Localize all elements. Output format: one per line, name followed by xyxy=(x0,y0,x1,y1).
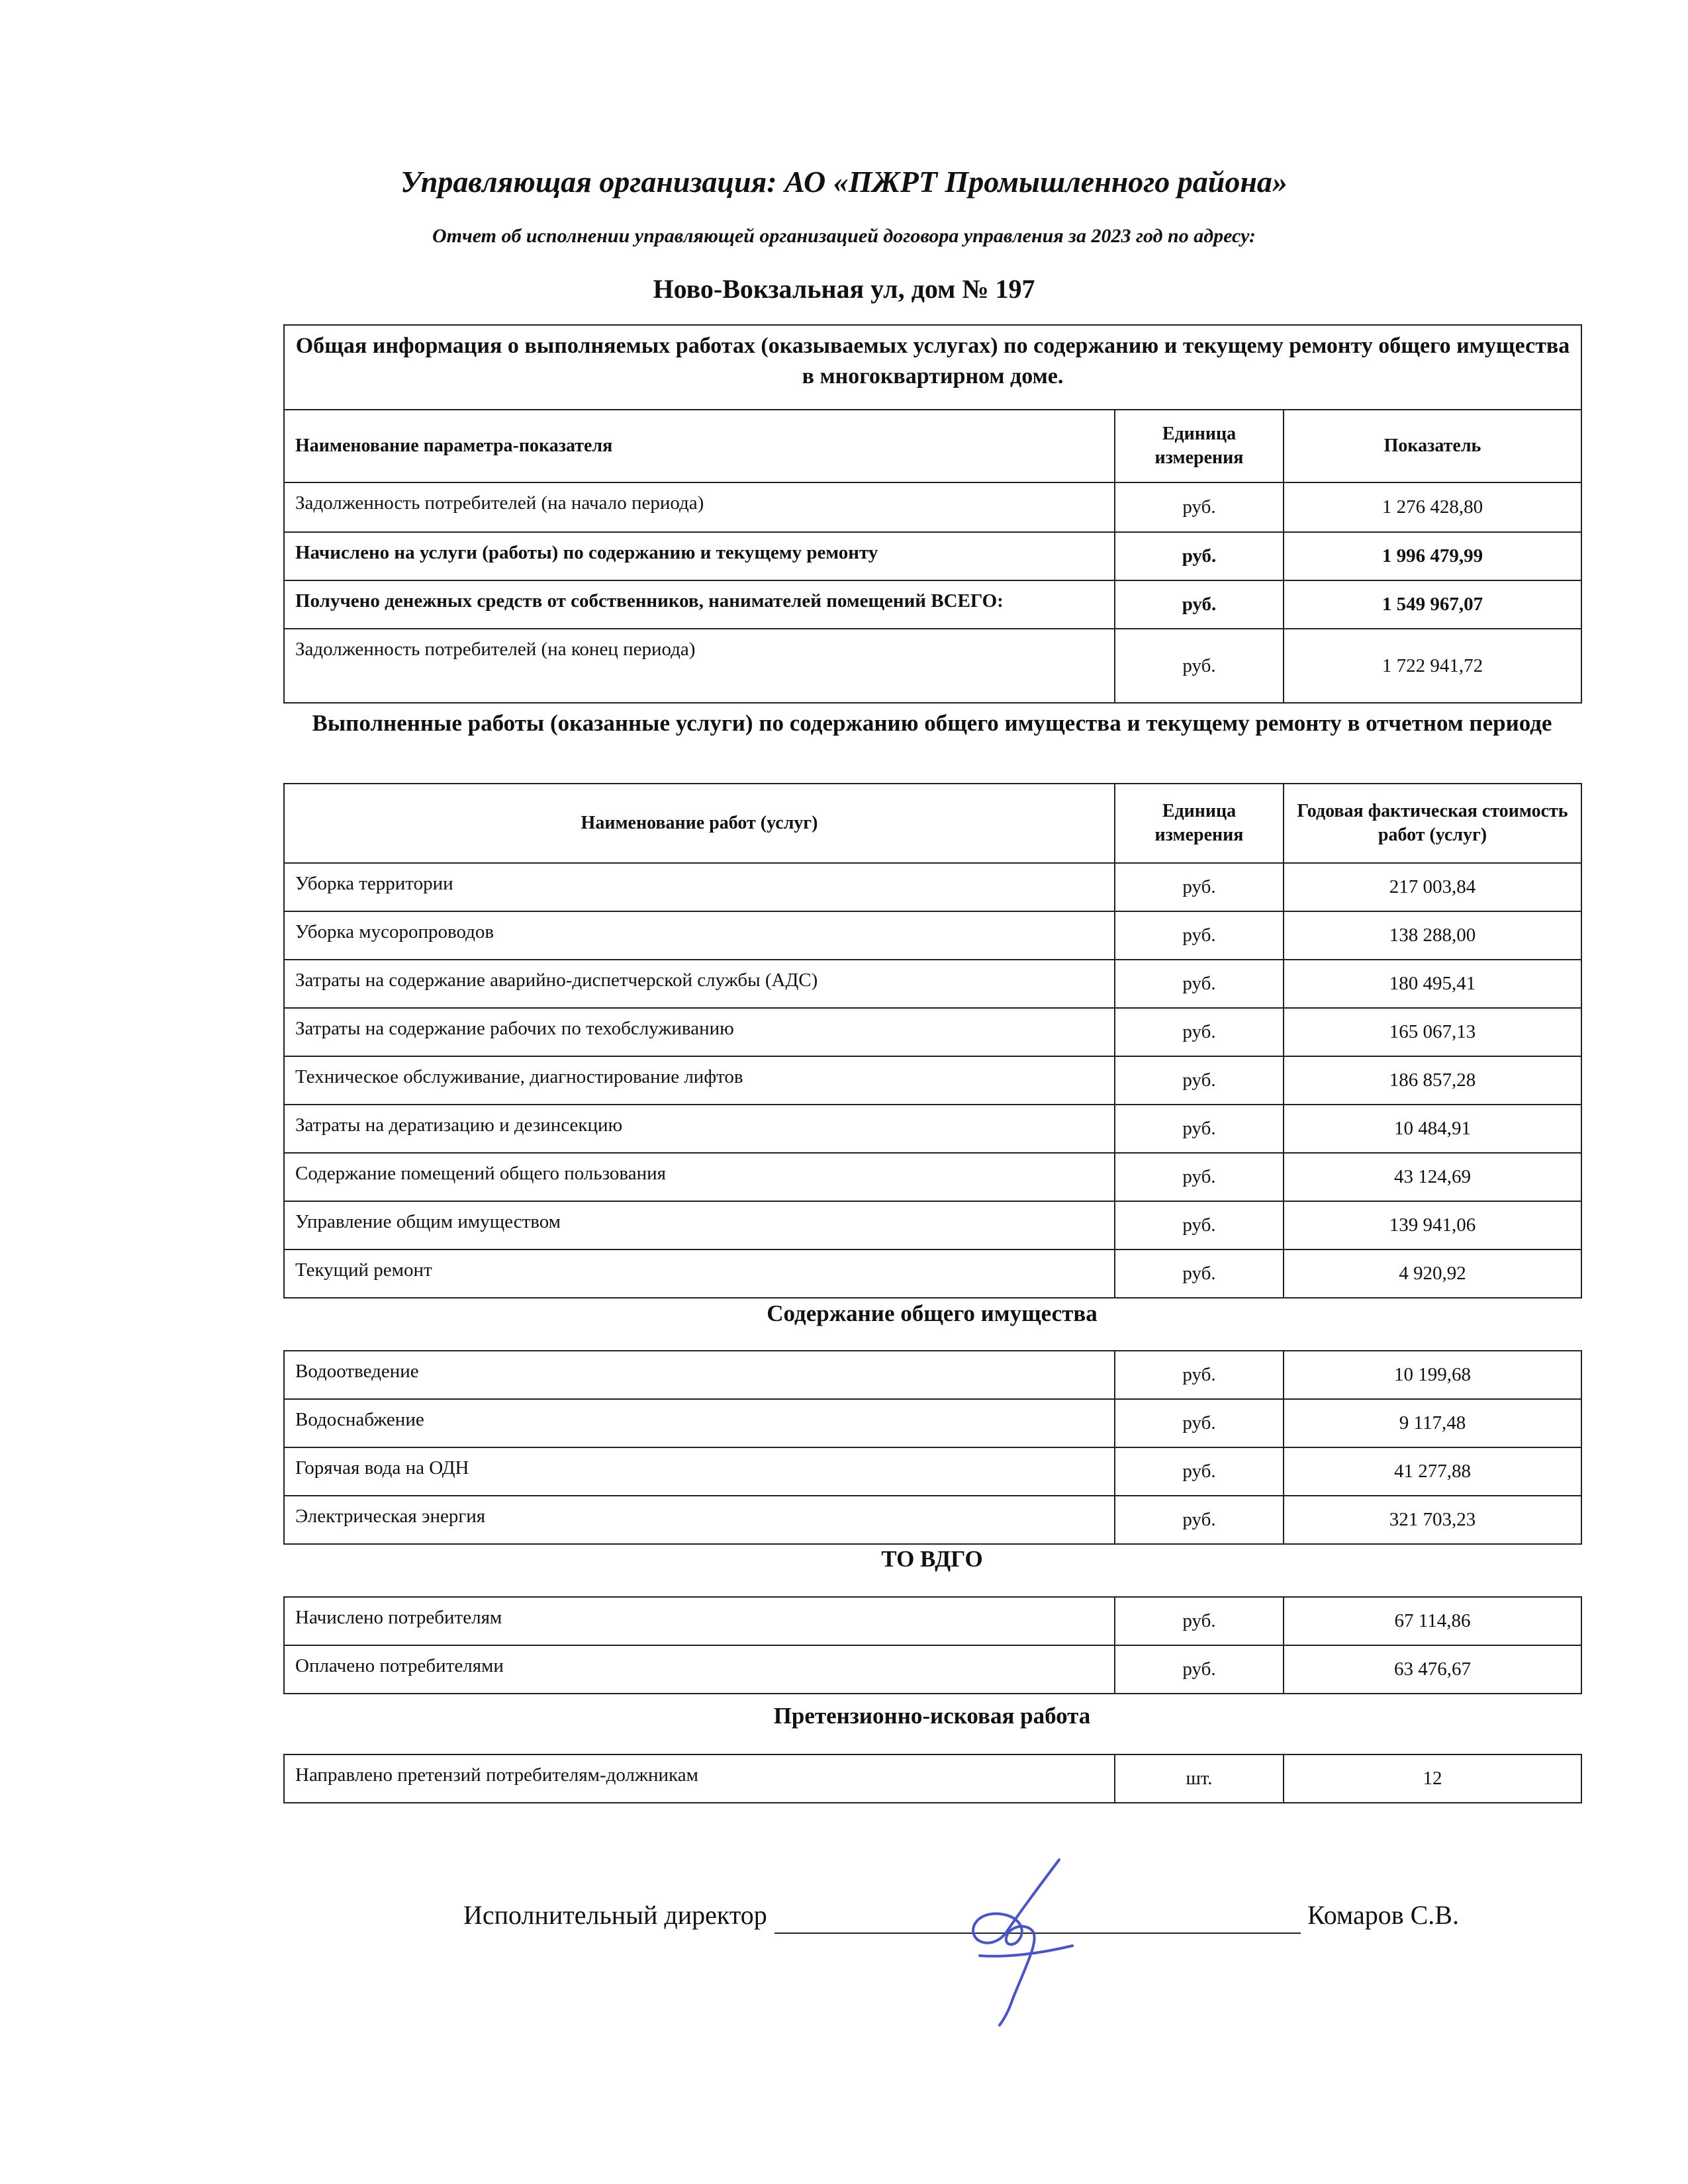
row-unit: руб. xyxy=(1115,629,1284,703)
row-value: 139 941,06 xyxy=(1284,1201,1581,1250)
row-name: Уборка территории xyxy=(284,863,1115,911)
row-unit: руб. xyxy=(1115,1201,1284,1250)
table-row xyxy=(284,960,1581,1008)
works-heading: Выполненные работы (оказанные услуги) по содержанию общего имущества и текущему ремонту в отчетном периоде xyxy=(312,710,1552,736)
table-row xyxy=(284,863,1581,911)
row-name: Задолженность потребителей (на конец периода) xyxy=(284,629,1115,703)
vdgo-heading: ТО ВДГО xyxy=(881,1546,983,1572)
table-row xyxy=(284,1351,1581,1399)
table-row xyxy=(284,911,1581,960)
signatory-position: Исполнительный директор xyxy=(463,1900,767,1930)
row-name: Получено денежных средств от собственников, нанимателей помещений ВСЕГО: xyxy=(284,580,1115,629)
row-unit: шт. xyxy=(1115,1754,1284,1803)
row-unit: руб. xyxy=(1115,580,1284,629)
row-name: Начислено потребителям xyxy=(284,1597,1115,1645)
row-value: 4 920,92 xyxy=(1284,1250,1581,1298)
general-info-heading: Общая информация о выполняемых работах (оказываемых услугах) по содержанию и текущему ремонту общего имущества в многоквартирном доме. xyxy=(284,325,1581,410)
address-title: Ново-Вокзальная ул, дом № 197 xyxy=(653,274,1035,304)
row-value: 1 276 428,80 xyxy=(1284,482,1581,532)
col-header-work-name: Наименование работ (услуг) xyxy=(284,784,1115,863)
table-row xyxy=(284,532,1581,580)
row-value: 180 495,41 xyxy=(1284,960,1581,1008)
col-header-parameter: Наименование параметра-показателя xyxy=(284,410,1115,482)
row-unit: руб. xyxy=(1115,960,1284,1008)
row-name: Электрическая энергия xyxy=(284,1496,1115,1544)
table-row xyxy=(284,1754,1581,1803)
row-unit: руб. xyxy=(1115,1351,1284,1399)
table-row xyxy=(284,1447,1581,1496)
row-unit: руб. xyxy=(1115,1008,1284,1056)
row-name: Направлено претензий потребителям-должникам xyxy=(284,1754,1115,1803)
row-value: 43 124,69 xyxy=(1284,1153,1581,1201)
row-unit: руб. xyxy=(1115,1056,1284,1105)
common-property-heading: Содержание общего имущества xyxy=(767,1300,1098,1326)
row-unit: руб. xyxy=(1115,1496,1284,1544)
table-row xyxy=(284,1597,1581,1645)
row-unit: руб. xyxy=(1115,911,1284,960)
row-value: 67 114,86 xyxy=(1284,1597,1581,1645)
row-value: 1 549 967,07 xyxy=(1284,580,1581,629)
row-name: Уборка мусоропроводов xyxy=(284,911,1115,960)
row-name: Начислено на услуги (работы) по содержанию и текущему ремонту xyxy=(284,532,1115,580)
row-name: Управление общим имуществом xyxy=(284,1201,1115,1250)
row-value: 10 199,68 xyxy=(1284,1351,1581,1399)
col-header-unit: Единица измерения xyxy=(1115,784,1284,863)
row-unit: руб. xyxy=(1115,1250,1284,1298)
table-row xyxy=(284,482,1581,532)
table-row xyxy=(284,580,1581,629)
row-name: Горячая вода на ОДН xyxy=(284,1447,1115,1496)
table-row xyxy=(284,1201,1581,1250)
row-unit: руб. xyxy=(1115,532,1284,580)
table-row xyxy=(284,1056,1581,1105)
table-row xyxy=(284,629,1581,703)
row-unit: руб. xyxy=(1115,1105,1284,1153)
col-header-annual-cost: Годовая фактическая стоимость работ (услуг) xyxy=(1284,784,1581,863)
row-name: Водоснабжение xyxy=(284,1399,1115,1447)
row-name: Техническое обслуживание, диагностирование лифтов xyxy=(284,1056,1115,1105)
row-value: 41 277,88 xyxy=(1284,1447,1581,1496)
works-table xyxy=(283,783,1582,1298)
vdgo-table xyxy=(283,1596,1582,1694)
row-value: 63 476,67 xyxy=(1284,1645,1581,1694)
table-row xyxy=(284,1250,1581,1298)
row-name: Водоотведение xyxy=(284,1351,1115,1399)
claims-heading: Претензионно-исковая работа xyxy=(773,1703,1091,1729)
row-value: 217 003,84 xyxy=(1284,863,1581,911)
row-value: 9 117,48 xyxy=(1284,1399,1581,1447)
table-row xyxy=(284,1496,1581,1544)
table-row xyxy=(284,1645,1581,1694)
table-row xyxy=(284,1105,1581,1153)
row-name: Оплачено потребителями xyxy=(284,1645,1115,1694)
row-value: 10 484,91 xyxy=(1284,1105,1581,1153)
row-value: 1 722 941,72 xyxy=(1284,629,1581,703)
col-header-value: Показатель xyxy=(1284,410,1581,482)
row-value: 321 703,23 xyxy=(1284,1496,1581,1544)
row-value: 165 067,13 xyxy=(1284,1008,1581,1056)
common-property-table xyxy=(283,1350,1582,1545)
row-value: 1 996 479,99 xyxy=(1284,532,1581,580)
col-header-unit: Единица измерения xyxy=(1115,410,1284,482)
row-name: Затраты на содержание аварийно-диспетчерской службы (АДС) xyxy=(284,960,1115,1008)
row-unit: руб. xyxy=(1115,482,1284,532)
handwritten-signature xyxy=(940,1846,1099,2032)
signatory-name: Комаров С.В. xyxy=(1307,1900,1459,1930)
row-name: Содержание помещений общего пользования xyxy=(284,1153,1115,1201)
table-row xyxy=(284,1399,1581,1447)
row-name: Затраты на дератизацию и дезинсекцию xyxy=(284,1105,1115,1153)
row-unit: руб. xyxy=(1115,1399,1284,1447)
row-value: 138 288,00 xyxy=(1284,911,1581,960)
row-unit: руб. xyxy=(1115,1447,1284,1496)
row-unit: руб. xyxy=(1115,1597,1284,1645)
row-name: Текущий ремонт xyxy=(284,1250,1115,1298)
row-value: 186 857,28 xyxy=(1284,1056,1581,1105)
row-name: Затраты на содержание рабочих по техобслуживанию xyxy=(284,1008,1115,1056)
claims-table xyxy=(283,1754,1582,1803)
row-unit: руб. xyxy=(1115,1645,1284,1694)
row-value: 12 xyxy=(1284,1754,1581,1803)
report-title: Отчет об исполнении управляющей организацией договора управления за 2023 год по адресу: xyxy=(432,225,1256,247)
table-row xyxy=(284,1008,1581,1056)
table-row xyxy=(284,1153,1581,1201)
general-info-table xyxy=(283,324,1582,704)
row-unit: руб. xyxy=(1115,1153,1284,1201)
organization-title: Управляющая организация: АО «ПЖРТ Промышленного района» xyxy=(400,165,1288,199)
row-unit: руб. xyxy=(1115,863,1284,911)
row-name: Задолженность потребителей (на начало периода) xyxy=(284,482,1115,532)
